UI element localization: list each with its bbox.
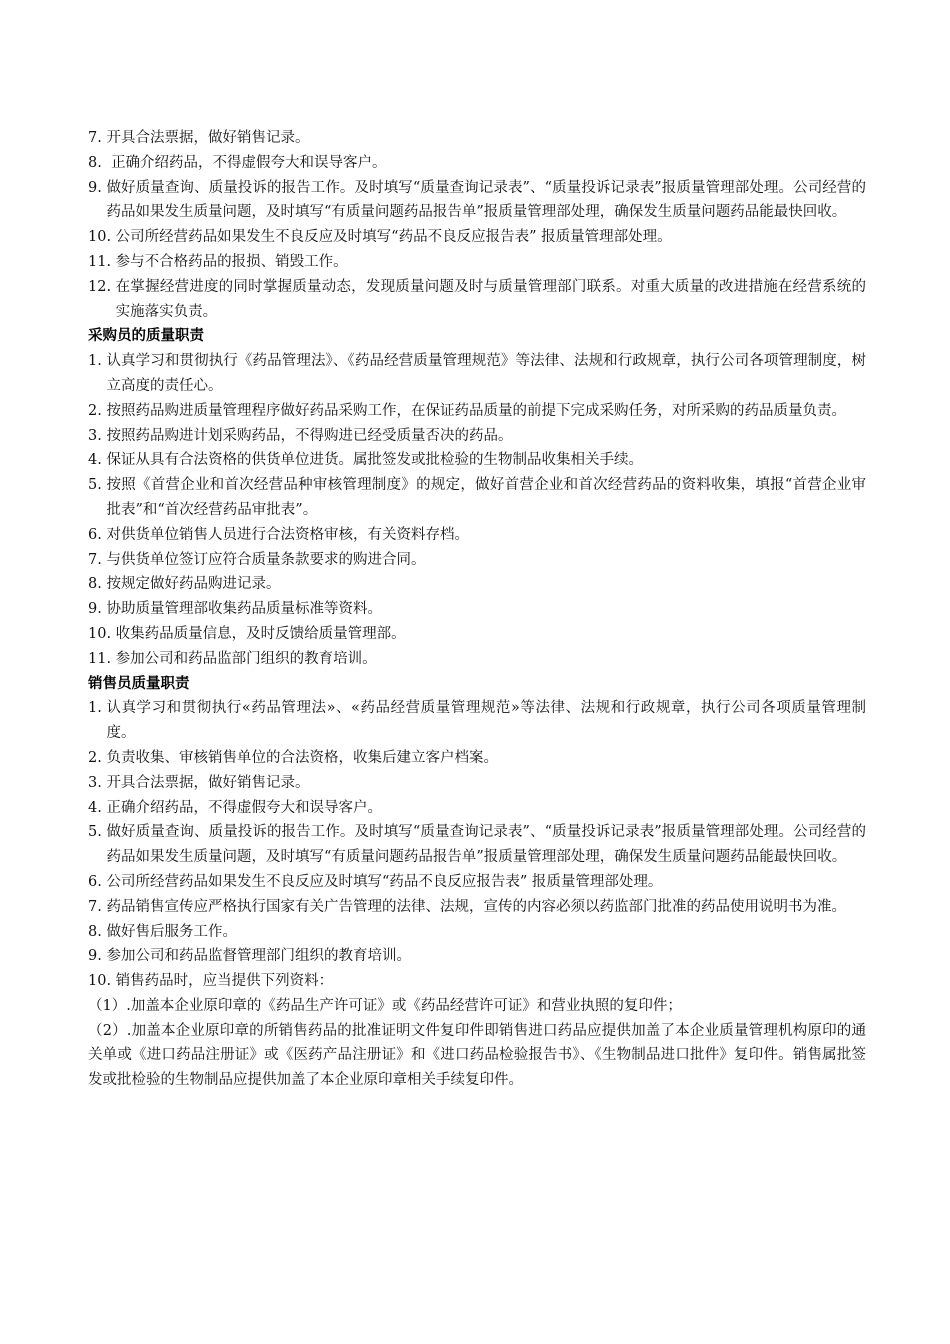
item-number: 5. [88, 824, 107, 841]
item-number: 9. [88, 601, 107, 618]
item-number: 4. [88, 452, 107, 469]
item-number: 5. [88, 477, 107, 494]
document-body [88, 126, 866, 1093]
list-item [88, 920, 866, 945]
list-item [88, 796, 866, 821]
list-item [88, 151, 866, 176]
item-text: 按照药品购进计划采购药品，不得购进已经受质量否决的药品。 [106, 427, 513, 444]
item-text: 收集药品质量信息，及时反馈给质量管理部。 [115, 625, 406, 642]
item-text: 与供货单位签订应符合质量条款要求的购进合同。 [106, 551, 426, 568]
list-item [88, 870, 866, 895]
item-number: 10. [88, 625, 116, 642]
item-text: 正确介绍药品，不得虚假夸大和误导客户。 [106, 799, 382, 816]
item-number: 4. [88, 799, 107, 816]
sales-duty-list-continued [88, 126, 866, 324]
item-text: 按照《首营企业和首次经营品种审核管理制度》的规定，做好首营企业和首次经营药品的资料收集，填报“首营企业审批表”和“首次经营药品审批表”。 [106, 477, 866, 518]
list-item [88, 696, 866, 746]
sub-list-item: （2）.加盖本企业原印章的所销售药品的批准证明文件复印件即销售进口药品应提供加盖了本企业质量管理机构原印的通关单或《进口药品注册证》或《医药产品注册证》和《进口药品检验报告书》、《生物制品进口批件》复印件。销售属批签发或批检验的生物制品应提供加盖了本企业原印章相关手续复印件。 [88, 1022, 866, 1089]
item-text: 在掌握经营进度的同时掌握质量动态，发现质量问题及时与质量管理部门联系。对重大质量的改进措施在经营系统的实施落实负责。 [115, 278, 866, 320]
item-text: 开具合法票据，做好销售记录。 [106, 130, 310, 146]
item-text: 参与不合格药品的报损、销毁工作。 [115, 253, 348, 270]
item-text: 对供货单位销售人员进行合法资格审核，有关资料存档。 [106, 526, 469, 543]
item-number: 10. [88, 229, 116, 246]
list-item [88, 572, 866, 597]
item-text: 做好质量查询、质量投诉的报告工作。及时填写“质量查询记录表”、“质量投诉记录表”报质量管理部处理。公司经营的药品如果发生质量问题，及时填写“有质量问题药品报告单”报质量管理部处理，确保发生质量问题药品能最快回收。 [106, 179, 866, 221]
list-item [88, 820, 866, 870]
item-number: 1. [88, 700, 107, 717]
item-number: 9. [88, 948, 107, 965]
item-text: 公司所经营药品如果发生不良反应及时填写“药品不良反应报告表” 报质量管理部处理。 [106, 873, 663, 890]
item-number: 7. [88, 898, 107, 915]
item-number: 2. [88, 402, 107, 419]
item-number: 12. [88, 278, 116, 295]
item-number: 7. [88, 551, 107, 568]
list-item [88, 126, 866, 151]
item-number: 3. [88, 427, 107, 444]
item-text: 做好售后服务工作。 [106, 923, 237, 940]
list-item [88, 597, 866, 622]
list-item [88, 250, 866, 275]
list-item [88, 895, 866, 920]
item-text: 参加公司和药品监督管理部门组织的教育培训。 [106, 948, 411, 965]
salesperson-duty-list [88, 696, 866, 1093]
list-item [88, 622, 866, 647]
item-text: 正确介绍药品，不得虚假夸大和误导客户。 [111, 154, 387, 171]
list-item [88, 448, 866, 473]
list-item [88, 225, 866, 250]
item-number: 11. [88, 253, 116, 270]
item-number: 3. [88, 774, 107, 791]
purchaser-duty-list [88, 349, 866, 671]
list-item [88, 275, 866, 325]
item-text: 协助质量管理部收集药品质量标准等资料。 [106, 601, 382, 618]
item-number: 1. [88, 353, 107, 370]
item-text: 药品销售宣传应严格执行国家有关广告管理的法律、法规，宣传的内容必须以药监部门批准的药品使用说明书为准。 [106, 898, 846, 915]
item-number: 9. [88, 179, 107, 196]
item-text: 销售药品时，应当提供下列资料： [115, 973, 334, 990]
item-text: 公司所经营药品如果发生不良反应及时填写“药品不良反应报告表” 报质量管理部处理。 [115, 229, 672, 246]
item-text: 负责收集、审核销售单位的合法资格，收集后建立客户档案。 [106, 749, 498, 766]
item-text: 参加公司和药品监部门组织的教育培训。 [115, 650, 377, 667]
item-number: 8. [88, 154, 112, 171]
item-number: 2. [88, 749, 107, 766]
item-text: 认真学习和贯彻执行«药品管理法»、«药品经营质量管理规范»等法律、法规和行政规章，执行公司各项质量管理制度。 [106, 700, 866, 742]
section-heading-purchaser: 采购员的质量职责 [88, 328, 204, 345]
list-item [88, 424, 866, 449]
list-item [88, 548, 866, 573]
item-text: 认真学习和贯彻执行《药品管理法》、《药品经营质量管理规范》等法律、法规和行政规章，执行公司各项管理制度，树立高度的责任心。 [106, 353, 866, 394]
item-text: 按规定做好药品购进记录。 [106, 576, 281, 593]
item-number: 6. [88, 873, 107, 890]
list-item [88, 944, 866, 969]
item-text: 按照药品购进质量管理程序做好药品采购工作，在保证药品质量的前提下完成采购任务，对所采购的药品质量负责。 [106, 402, 846, 419]
list-item [88, 399, 866, 424]
list-item [88, 349, 866, 399]
sub-list-item: （1）.加盖本企业原印章的《药品生产许可证》或《药品经营许可证》和营业执照的复印件； [88, 997, 682, 1014]
list-item [88, 523, 866, 548]
list-item [88, 746, 866, 771]
item-number: 10. [88, 973, 116, 990]
list-item [88, 969, 866, 994]
list-item [88, 771, 866, 796]
item-text: 保证从具有合法资格的供货单位进货。属批签发或批检验的生物制品收集相关手续。 [106, 452, 643, 469]
list-item [88, 176, 866, 226]
list-item [88, 647, 866, 672]
item-number: 11. [88, 650, 116, 667]
list-item [88, 473, 866, 523]
item-number: 7. [88, 130, 107, 146]
item-text: 开具合法票据，做好销售记录。 [106, 774, 310, 791]
item-text: 做好质量查询、质量投诉的报告工作。及时填写“质量查询记录表”、“质量投诉记录表”报质量管理部处理。公司经营的药品如果发生质量问题，及时填写“有质量问题药品报告单”报质量管理部处理，确保发生质量问题药品能最快回收。 [106, 824, 866, 866]
item-number: 8. [88, 923, 107, 940]
item-number: 6. [88, 526, 107, 543]
item-number: 8. [88, 576, 107, 593]
section-heading-salesperson: 销售员质量职责 [88, 675, 190, 692]
